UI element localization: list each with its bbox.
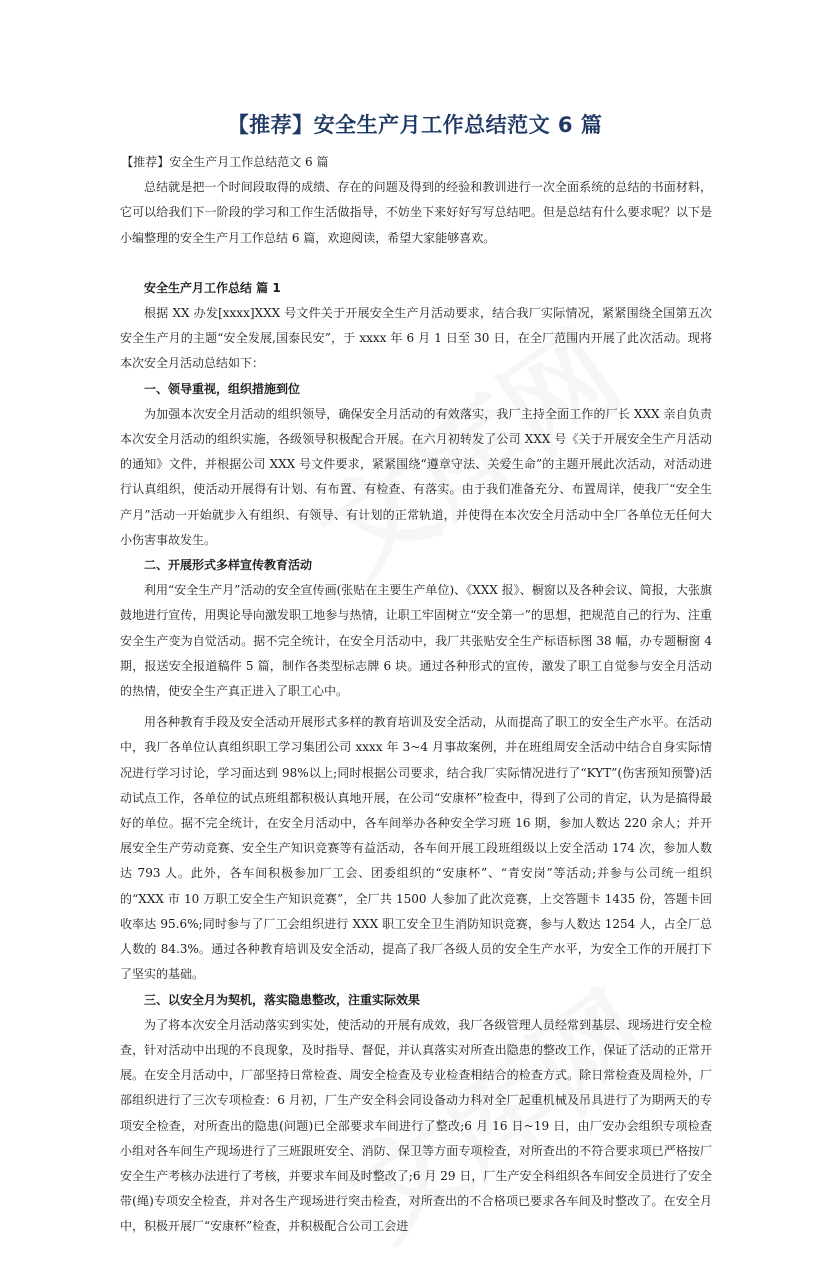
section-2-paragraph-2: 用各种教育手段及安全活动开展形式多样的教育培训及安全活动，从而提高了职工的安全生产水平。在活动中，我厂各单位认真组织职工学习集团公司 xxxx 年 3~4 月事故案例，并在班组周安全活动中结合自身实际情况进行学习讨论，学习面达到 98%以上;同时根据公司要求，结合我厂实际情况进行了“KYT”(伤害预知预警)活动试点工作，各单位的试点班组都积极认真地开展，在公司“安康杯”检查中，得到了公司的肯定，认为是搞得最好的单位。据不完全统计，在安全月活动中，各车间举办各种安全学习班 16 期，参加人数达 220 余人；并开展安全生产劳动竞赛、安全生产知识竞赛等有益活动，各车间开展工段班组级以上安全活动 174 次，参加人数达 793 人。此外，各车间积极参加厂工会、团委组织的“安康杯”、“青安岗”等活动;并参与公司统一组织的“XXX 市 10 万职工安全生产知识竞赛”，全厂共 1500 人参加了此次竞赛，上交答题卡 1435 份，答题卡回收率达 95.6%;同时参与了厂工会组织进行 XXX 职工安全卫生消防知识竞赛，参与人数达 1254 人，占全厂总人数的 84.3%。通过各种教育培训及安全活动，提高了我厂各级人员的安全生产水平，为安全工作的开展打下了坚实的基础。 (120, 715, 712, 982)
section-1-paragraph: 为加强本次安全月活动的组织领导，确保安全月活动的有效落实，我厂主持全面工作的厂长 XXX 亲自负责本次安全月活动的组织实施，各级领导积极配合开展。在六月初转发了公司 XXX 号《关于开展安全生产月活动的通知》文件，并根据公司 XXX 号文件要求，紧紧围绕“遵章守法、关爱生命”的主题开展此次活动，对活动进行认真组织，使活动开展得有计划、有布置、有检查、有落实。由于我们准备充分、布置周详，使我厂“安全生产月”活动一开始就步入有组织、有领导、有计划的正常轨道，并使得在本次安全月活动中全厂各单位无任何大小伤害事故发生。 (120, 406, 712, 547)
article-intro-paragraph: 根据 XX 办发[xxxx]XXX 号文件关于开展安全生产月活动要求，结合我厂实际情况，紧紧围绕全国第五次安全生产月的主题“安全发展,国泰民安”，于 xxxx 年 6 月 1 日至 30 日，在全厂范围内开展了此次活动。现将本次安全月活动总结如下： (120, 306, 712, 371)
intro-paragraph: 总结就是把一个时间段取得的成绩、存在的问题及得到的经验和教训进行一次全面系统的总结的书面材料，它可以给我们下一阶段的学习和工作生活做指导，不妨坐下来好好写写总结吧。但是总结有什么要求呢？以下是小编整理的安全生产月工作总结 6 篇，欢迎阅读，希望大家能够喜欢。 (120, 180, 712, 245)
document-subtitle: 【推荐】安全生产月工作总结范文 6 篇 (121, 155, 329, 169)
article-heading: 安全生产月工作总结 篇 1 (144, 280, 281, 295)
section-2-paragraph-1: 利用“安全生产月”活动的安全宣传画(张贴在主要生产单位)、《XXX 报》、橱窗以及各种会议、简报，大张旗鼓地进行宣传，用舆论导向激发职工地参与热情，让职工牢固树立“安全第一”的思想，把规范自己的行为、注重安全生产变为自觉活动。据不完全统计，在安全月活动中，我厂共张贴安全生产标语标图 38 幅，办专题橱窗 4 期，报送安全报道稿件 5 篇，制作各类型标志牌 6 块。通过各种形式的宣传，激发了职工自觉参与安全月活动的热情，使安全生产真正进入了职工心中。 (120, 583, 712, 699)
section-2-heading: 二、开展形式多样宣传教育活动 (144, 558, 313, 573)
section-3-paragraph: 为了将本次安全月活动落实到实处，使活动的开展有成效，我厂各级管理人员经常到基层、现场进行安全检查，针对活动中出现的不良现象，及时指导、督促，并认真落实对所查出隐患的整改工作，保证了活动的正常开展。在安全月活动中，厂部坚持日常检查、周安全检查及专业检查相结合的检查方式。除日常检查及周检外，厂部组织进行了三次专项检查：6 月初，厂生产安全科会同设备动力科对全厂起重机械及吊具进行了为期两天的专项安全检查，对所查出的隐患(问题)已全部要求车间进行了整改;6 月 16 日~19 日，由厂安办会组织专项检查小组对各车间生产现场进行了三班跟班安全、消防、保卫等方面专项检查，对所查出的不符合要求项已严格按厂安全生产考核办法进行了考核，并要求车间及时整改了;6 月 29 日，厂生产安全科组织各车间安全员进行了安全带(绳)专项安全检查，并对各生产现场进行突击检查，对所查出的不合格项已要求各车间及时整改了。在安全月中，积极开展厂“安康杯”检查，并积极配合公司工会进 (120, 1017, 712, 1234)
section-3-heading: 三、以安全月为契机，落实隐患整改，注重实际效果 (144, 992, 421, 1007)
section-1-heading: 一、领导重视，组织措施到位 (144, 381, 301, 396)
document-body (120, 150, 712, 1240)
document-title: 【推荐】安全生产月工作总结范文 6 篇 (227, 113, 603, 137)
